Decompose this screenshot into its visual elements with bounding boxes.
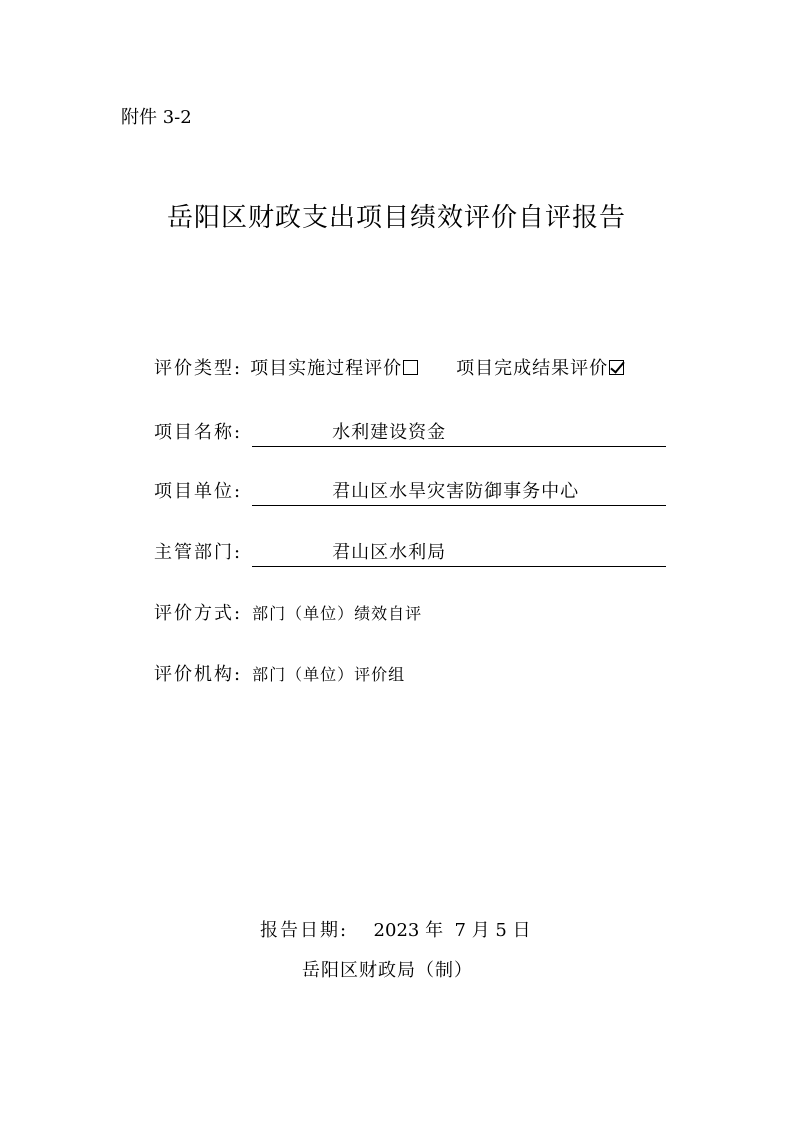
eval-type-option-process: 项目实施过程评价	[250, 358, 403, 379]
report-title: 岳阳区财政支出项目绩效评价自评报告	[166, 203, 626, 233]
eval-org-value: 部门（单位）评价组	[252, 665, 406, 684]
project-unit-row	[154, 479, 666, 506]
project-name-value: 水利建设资金	[252, 420, 666, 447]
eval-type-label: 评价类型:	[154, 358, 243, 379]
eval-method-row	[154, 601, 422, 627]
process-eval-checkbox[interactable]	[403, 360, 418, 375]
department-label: 主管部门:	[154, 542, 243, 563]
issuing-authority: 岳阳区财政局（制）	[302, 960, 473, 981]
attachment-number: 附件 3-2	[121, 107, 192, 128]
report-date-label: 报告日期:	[260, 920, 349, 941]
report-date-row	[260, 918, 531, 944]
project-name-label: 项目名称:	[154, 422, 243, 443]
project-unit-label: 项目单位:	[154, 481, 243, 502]
eval-method-value: 部门（单位）绩效自评	[252, 604, 423, 623]
eval-method-label: 评价方式:	[154, 603, 243, 624]
eval-type-row	[154, 356, 624, 382]
department-value: 君山区水利局	[252, 540, 666, 567]
result-eval-checkbox[interactable]	[609, 360, 624, 375]
department-row	[154, 540, 666, 567]
project-name-row	[154, 420, 666, 447]
project-unit-value: 君山区水旱灾害防御事务中心	[252, 479, 666, 506]
eval-org-row	[154, 662, 405, 688]
eval-org-label: 评价机构:	[154, 664, 243, 685]
eval-type-option-result: 项目完成结果评价	[456, 358, 609, 379]
report-date-value: 2023 年 7 月 5 日	[373, 920, 531, 941]
